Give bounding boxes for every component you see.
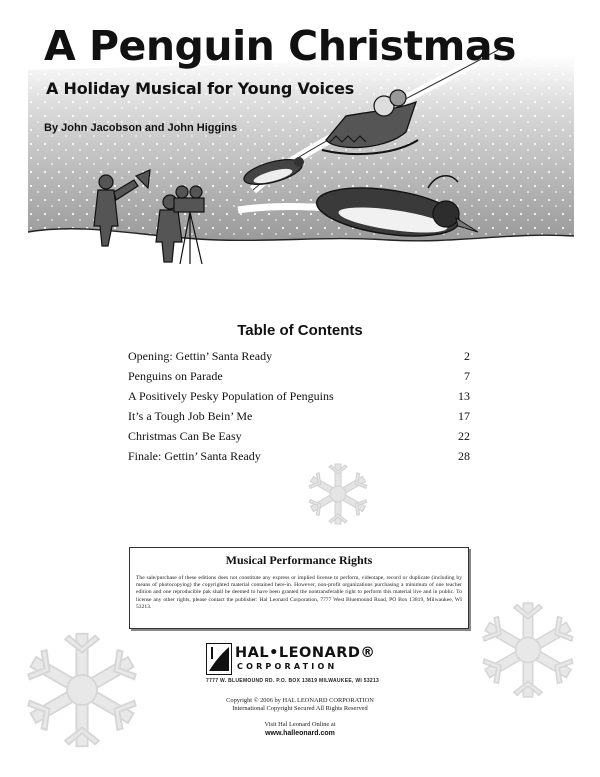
toc-entry-title: A Positively Pesky Population of Penguins [128, 389, 334, 403]
visit-text: Visit Hal Leonard Online at [264, 721, 336, 728]
hal-leonard-logo-icon [206, 643, 232, 675]
cover-subtitle: A Holiday Musical for Young Voices [46, 79, 355, 98]
snowflake-icon [306, 462, 370, 526]
cover-title: A Penguin Christmas [44, 22, 516, 70]
toc-entry-page: 2 [464, 349, 470, 363]
copyright-notice [0, 697, 600, 713]
toc-heading: Table of Contents [237, 322, 363, 339]
rights-heading: Musical Performance Rights [225, 553, 373, 567]
toc-entry-title: Christmas Can Be Easy [128, 429, 242, 443]
toc-entry [128, 369, 470, 389]
toc-list [128, 349, 470, 469]
publisher-corporation: CORPORATION [237, 662, 338, 671]
toc-entry [128, 449, 470, 469]
toc-entry-title: Opening: Gettin’ Santa Ready [128, 349, 273, 363]
publisher-address: 7777 W. BLUEMOUND RD. P.O. BOX 13819 MILWAUKEE, WI 53213 [206, 678, 380, 684]
toc-entry [128, 429, 470, 449]
copyright-line: Copyright © 2006 by HAL LEONARD CORPORATION [226, 697, 374, 704]
cover-authors: By John Jacobson and John Higgins [44, 122, 238, 134]
publisher-name: HAL•LEONARD® [235, 645, 376, 661]
toc-entry-page: 13 [458, 389, 470, 403]
toc-entry-page: 28 [458, 449, 470, 463]
toc-entry-title: It’s a Tough Job Bein’ Me [128, 409, 253, 423]
snowflake-icon [478, 600, 578, 700]
toc-entry-page: 17 [458, 409, 470, 423]
toc-entry-page: 22 [458, 429, 470, 443]
toc-entry-page: 7 [464, 369, 470, 383]
website-link[interactable]: www.halleonard.com [265, 730, 335, 737]
performance-rights-box [129, 547, 469, 629]
rights-text: The sale/purchase of these editions does not constitute any express or implied license to perform, videotape, record or duplicate (including by means of photocopying) the copyrighted material contained here-in. However, non-profit organizations purchasing a minimum of one teacher edition and one reproducible pak shall be deemed to have been granted the nontransferable right to perform this material live and in public. To license any other rights, please contact the publisher: Hal Leonard Corporation, 7777 West Bluemound Road, PO Box 13819, Milwaukee, WI 53213. [136, 575, 462, 610]
toc-entry [128, 349, 470, 369]
publisher-logo [206, 643, 396, 689]
toc-entry [128, 409, 470, 429]
toc-entry-title: Finale: Gettin’ Santa Ready [128, 449, 261, 463]
copyright-line: International Copyright Secured All Rights Reserved [232, 705, 368, 712]
toc-entry [128, 389, 470, 409]
toc-entry-title: Penguins on Parade [128, 369, 223, 383]
